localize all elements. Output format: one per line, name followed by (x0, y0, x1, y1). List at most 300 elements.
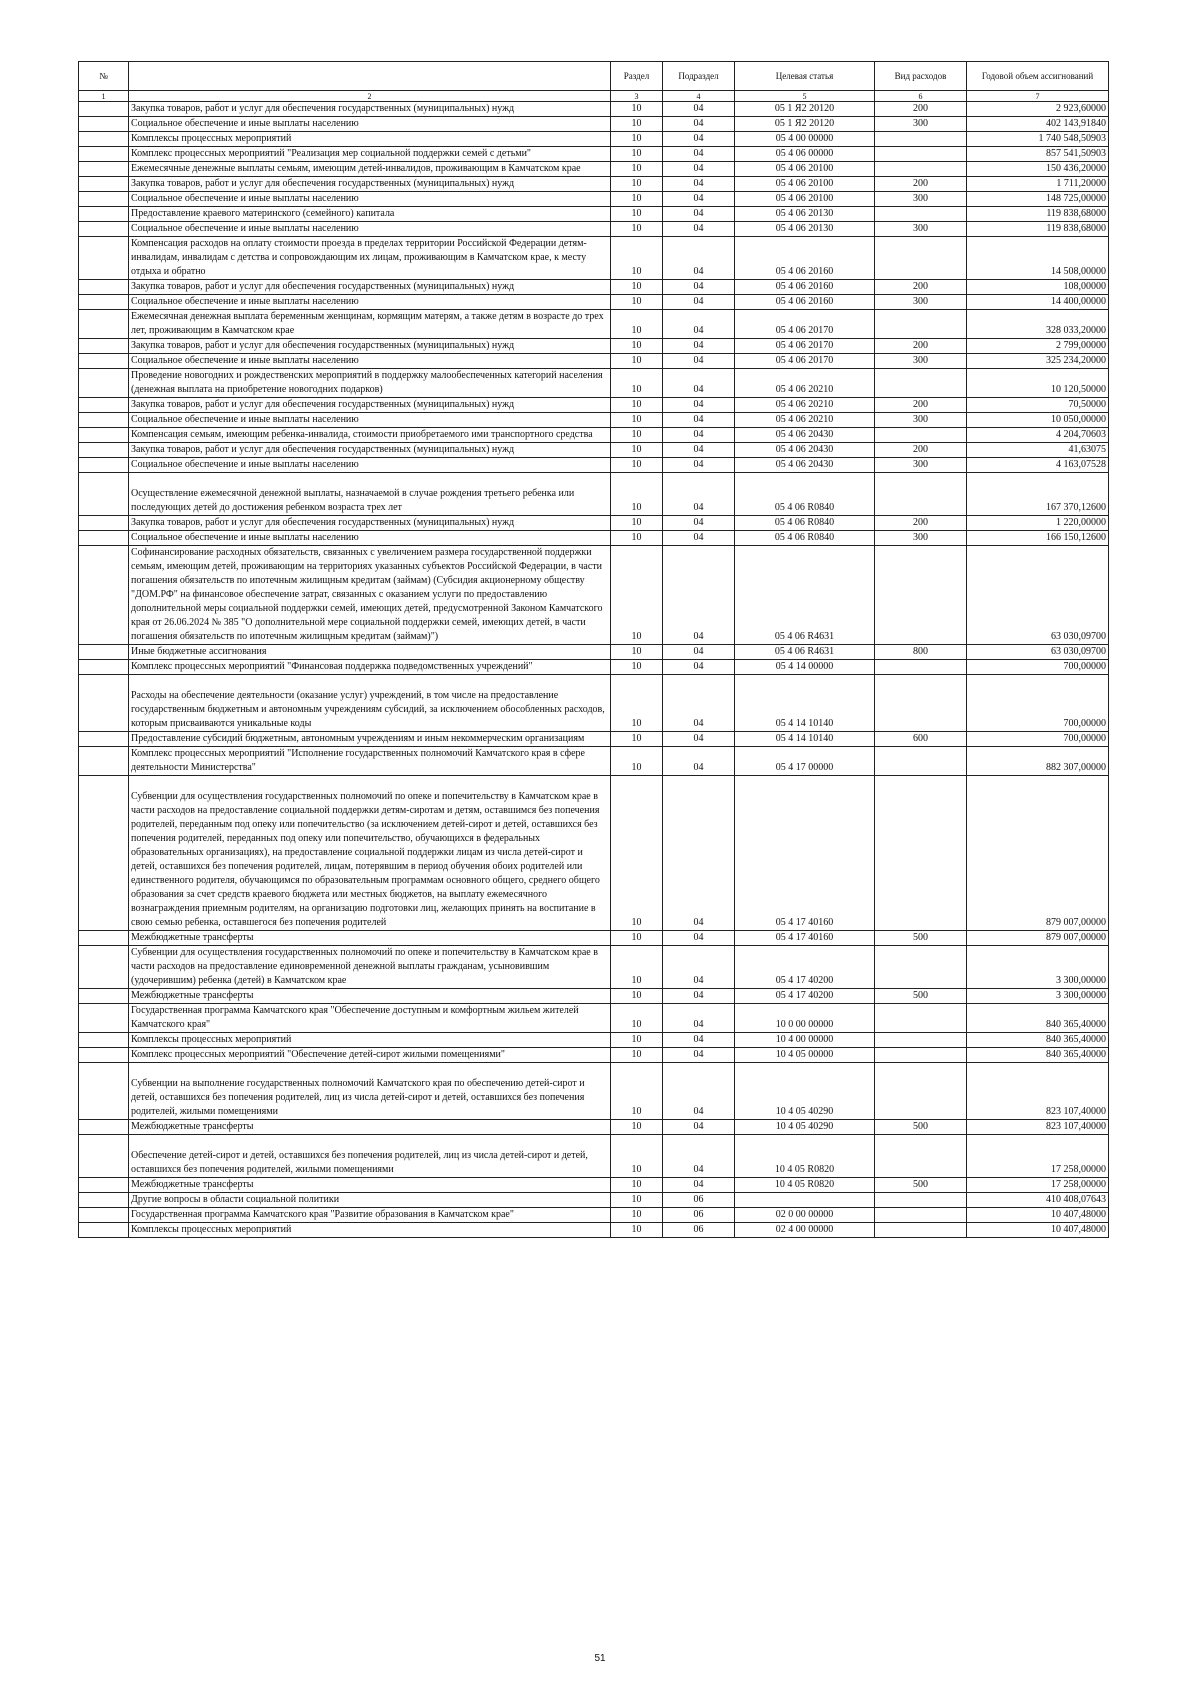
table-row (79, 776, 1109, 931)
target-article: 05 4 06 20160 (735, 237, 875, 280)
annual-amount: 167 370,12600 (967, 473, 1109, 516)
subsection-code: 06 (663, 1223, 735, 1238)
target-article: 10 4 05 40290 (735, 1063, 875, 1120)
item-name: Софинансирование расходных обязательств, связанных с увеличением размера государственной поддержки семьям, имеющим детей, проживающим на территориях указанных субъектов Российской Федерации, в части погашения обязательств по ипотечным жилищным кредитам (займам) (Субсидия акционерному обществу "ДОМ.РФ" на финансовое обеспечение затрат, связанных с оказанием услуги по предоставлению дополнительной меры социальной поддержки семей, имеющих детей, предусмотренной Законом Камчатского края от 26.06.2024 № 385 "О дополнительной мере социальной поддержки семей, имеющих детей, в части погашения обязательств по ипотечным жилищным кредитам (займам)") (129, 546, 611, 645)
expense-kind (875, 1048, 967, 1063)
target-article: 05 4 06 20160 (735, 280, 875, 295)
item-name: Субвенции для осуществления государственных полномочий по опеке и попечительству в Камчатском крае в части расходов на предоставление социальной поддержки детям-сиротам и детям, оставшимся без попечения родителей, переданным под опеку или попечительство (за исключением детей-сирот и детей, оставшихся без попечения родителей, переданных под опеку или попечительство, обучающихся в федеральных образовательных организациях), на предоставление социальной поддержки лицам из числа детей-сирот и детей, оставшихся без попечения родителей, лицам, потерявшим в период обучения обоих родителей или единственного родителя, обучающимся по образовательным программам основного общего, среднего общего образования за счет средств краевого бюджета или местных бюджетов, на выплату ежемесячного вознаграждения приемным родителям, на организацию подготовки лиц, желающих принять на воспитание в свою семью ребенка, оставшегося без попечения родителей (129, 776, 611, 931)
section-code: 10 (611, 1178, 663, 1193)
item-name: Социальное обеспечение и иные выплаты населению (129, 531, 611, 546)
annual-amount: 2 923,60000 (967, 102, 1109, 117)
annual-amount: 823 107,40000 (967, 1120, 1109, 1135)
target-article: 02 0 00 00000 (735, 1208, 875, 1223)
subsection-code: 04 (663, 1063, 735, 1120)
section-code: 10 (611, 310, 663, 339)
row-number-cell (79, 369, 129, 398)
row-number-cell (79, 162, 129, 177)
annual-amount: 325 234,20000 (967, 354, 1109, 369)
target-article: 05 1 Я2 20120 (735, 102, 875, 117)
table-row (79, 732, 1109, 747)
target-article: 05 4 17 40160 (735, 776, 875, 931)
annual-amount: 148 725,00000 (967, 192, 1109, 207)
expense-kind (875, 1063, 967, 1120)
expense-kind: 300 (875, 295, 967, 310)
annual-amount: 857 541,50903 (967, 147, 1109, 162)
subsection-code: 04 (663, 931, 735, 946)
table-row (79, 428, 1109, 443)
row-number-cell (79, 295, 129, 310)
target-article: 05 4 06 20130 (735, 222, 875, 237)
row-number-cell (79, 443, 129, 458)
section-code: 10 (611, 1120, 663, 1135)
item-name: Расходы на обеспечение деятельности (оказание услуг) учреждений, в том числе на предоставление государственным бюджетным и автономным учреждениям субсидий, за исключением обособленных расходов, которым присваиваются уникальные коды (129, 675, 611, 732)
item-name: Предоставление краевого материнского (семейного) капитала (129, 207, 611, 222)
section-code: 10 (611, 747, 663, 776)
item-name: Обеспечение детей-сирот и детей, оставшихся без попечения родителей, лиц из числа детей-сирот и детей, оставшихся без попечения родителей, жилыми помещениями (129, 1135, 611, 1178)
subsection-code: 04 (663, 1033, 735, 1048)
table-row (79, 946, 1109, 989)
section-code: 10 (611, 675, 663, 732)
annual-amount: 63 030,09700 (967, 546, 1109, 645)
expense-kind: 500 (875, 1178, 967, 1193)
annual-amount: 10 407,48000 (967, 1208, 1109, 1223)
target-article: 05 4 14 00000 (735, 660, 875, 675)
target-article: 05 4 06 R0840 (735, 516, 875, 531)
annual-amount: 10 120,50000 (967, 369, 1109, 398)
annual-amount: 150 436,20000 (967, 162, 1109, 177)
table-row (79, 369, 1109, 398)
row-number-cell (79, 747, 129, 776)
subsection-code: 04 (663, 531, 735, 546)
target-article: 05 4 06 20100 (735, 177, 875, 192)
row-number-cell (79, 310, 129, 339)
header-index-6: 6 (875, 91, 967, 102)
annual-amount: 3 300,00000 (967, 946, 1109, 989)
section-code: 10 (611, 369, 663, 398)
section-code: 10 (611, 413, 663, 428)
target-article: 05 1 Я2 20120 (735, 117, 875, 132)
table-row (79, 747, 1109, 776)
section-code: 10 (611, 147, 663, 162)
item-name: Закупка товаров, работ и услуг для обеспечения государственных (муниципальных) нужд (129, 339, 611, 354)
item-name: Межбюджетные трансферты (129, 989, 611, 1004)
annual-amount: 840 365,40000 (967, 1048, 1109, 1063)
row-number-cell (79, 1048, 129, 1063)
item-name: Социальное обеспечение и иные выплаты населению (129, 354, 611, 369)
item-name: Комплексы процессных мероприятий (129, 132, 611, 147)
row-number-cell (79, 660, 129, 675)
row-number-cell (79, 1193, 129, 1208)
row-number-cell (79, 473, 129, 516)
row-number-cell (79, 354, 129, 369)
item-name: Социальное обеспечение и иные выплаты населению (129, 458, 611, 473)
section-code: 10 (611, 1135, 663, 1178)
target-article: 05 4 06 20210 (735, 398, 875, 413)
row-number-cell (79, 147, 129, 162)
subsection-code: 04 (663, 428, 735, 443)
item-name: Межбюджетные трансферты (129, 1178, 611, 1193)
section-code: 10 (611, 117, 663, 132)
expense-kind (875, 1223, 967, 1238)
annual-amount: 17 258,00000 (967, 1178, 1109, 1193)
item-name: Социальное обеспечение и иные выплаты населению (129, 192, 611, 207)
annual-amount: 328 033,20000 (967, 310, 1109, 339)
expense-kind: 500 (875, 1120, 967, 1135)
item-name: Закупка товаров, работ и услуг для обеспечения государственных (муниципальных) нужд (129, 443, 611, 458)
subsection-code: 04 (663, 222, 735, 237)
item-name: Проведение новогодних и рождественских мероприятий в поддержку малообеспеченных категорий населения (денежная выплата на приобретение новогодних подарков) (129, 369, 611, 398)
item-name: Комплекс процессных мероприятий "Исполнение государственных полномочий Камчатского края в сфере деятельности Министерства" (129, 747, 611, 776)
row-number-cell (79, 102, 129, 117)
target-article: 05 4 06 20210 (735, 413, 875, 428)
section-code: 10 (611, 516, 663, 531)
table-row (79, 280, 1109, 295)
target-article: 10 4 00 00000 (735, 1033, 875, 1048)
expense-kind: 600 (875, 732, 967, 747)
target-article: 05 4 06 R4631 (735, 645, 875, 660)
expense-kind: 500 (875, 931, 967, 946)
row-number-cell (79, 132, 129, 147)
target-article: 05 4 06 00000 (735, 147, 875, 162)
section-code: 10 (611, 354, 663, 369)
row-number-cell (79, 177, 129, 192)
subsection-code: 04 (663, 1135, 735, 1178)
annual-amount: 2 799,00000 (967, 339, 1109, 354)
row-number-cell (79, 222, 129, 237)
table-row (79, 1120, 1109, 1135)
annual-amount: 10 050,00000 (967, 413, 1109, 428)
row-number-cell (79, 1135, 129, 1178)
row-number-cell (79, 1063, 129, 1120)
row-number-cell (79, 117, 129, 132)
expense-kind (875, 546, 967, 645)
section-code: 10 (611, 458, 663, 473)
expense-kind: 300 (875, 531, 967, 546)
header-annual-amount: Годовой объем ассигнований (967, 62, 1109, 91)
section-code: 10 (611, 931, 663, 946)
target-article: 05 4 00 00000 (735, 132, 875, 147)
subsection-code: 04 (663, 645, 735, 660)
subsection-code: 04 (663, 310, 735, 339)
expense-kind (875, 1193, 967, 1208)
subsection-code: 04 (663, 280, 735, 295)
subsection-code: 04 (663, 177, 735, 192)
header-subsection: Подраздел (663, 62, 735, 91)
expense-kind: 300 (875, 222, 967, 237)
subsection-code: 04 (663, 946, 735, 989)
item-name: Закупка товаров, работ и услуг для обеспечения государственных (муниципальных) нужд (129, 280, 611, 295)
expense-kind (875, 946, 967, 989)
target-article: 10 0 00 00000 (735, 1004, 875, 1033)
section-code: 10 (611, 192, 663, 207)
subsection-code: 04 (663, 458, 735, 473)
row-number-cell (79, 732, 129, 747)
row-number-cell (79, 192, 129, 207)
table-row (79, 1135, 1109, 1178)
row-number-cell (79, 398, 129, 413)
page-number: 51 (594, 1653, 606, 1664)
row-number-cell (79, 458, 129, 473)
annual-amount: 166 150,12600 (967, 531, 1109, 546)
section-code: 10 (611, 102, 663, 117)
table-row (79, 1063, 1109, 1120)
subsection-code: 04 (663, 1178, 735, 1193)
budget-table-sheet (78, 61, 1108, 1238)
target-article: 05 4 06 20130 (735, 207, 875, 222)
table-row (79, 310, 1109, 339)
annual-amount: 63 030,09700 (967, 645, 1109, 660)
table-row (79, 443, 1109, 458)
annual-amount: 4 204,70603 (967, 428, 1109, 443)
table-row (79, 192, 1109, 207)
item-name: Ежемесячная денежная выплата беременным женщинам, кормящим матерям, а также детям в возрасте до трех лет, проживающим в Камчатском крае (129, 310, 611, 339)
subsection-code: 04 (663, 546, 735, 645)
expense-kind (875, 660, 967, 675)
header-expense-kind: Вид расходов (875, 62, 967, 91)
annual-amount: 402 143,91840 (967, 117, 1109, 132)
table-row (79, 675, 1109, 732)
expense-kind: 300 (875, 117, 967, 132)
item-name: Компенсация расходов на оплату стоимости проезда в пределах территории Российской Федерации детям-инвалидам, инвалидам с детства и сопровождающим их лицам, проживающим в Камчатском крае, к месту отдыха и обратно (129, 237, 611, 280)
row-number-cell (79, 339, 129, 354)
target-article: 10 4 05 R0820 (735, 1135, 875, 1178)
table-row (79, 354, 1109, 369)
subsection-code: 04 (663, 192, 735, 207)
table-row (79, 531, 1109, 546)
subsection-code: 04 (663, 132, 735, 147)
section-code: 10 (611, 339, 663, 354)
annual-amount: 700,00000 (967, 660, 1109, 675)
section-code: 10 (611, 443, 663, 458)
target-article: 10 4 05 R0820 (735, 1178, 875, 1193)
expense-kind: 200 (875, 443, 967, 458)
table-row (79, 1193, 1109, 1208)
annual-amount: 17 258,00000 (967, 1135, 1109, 1178)
item-name: Комплекс процессных мероприятий "Обеспечение детей-сирот жилыми помещениями" (129, 1048, 611, 1063)
expense-kind (875, 1033, 967, 1048)
header-target-article: Целевая статья (735, 62, 875, 91)
target-article: 10 4 05 40290 (735, 1120, 875, 1135)
expense-kind (875, 1135, 967, 1178)
item-name: Комплексы процессных мероприятий (129, 1223, 611, 1238)
annual-amount: 70,50000 (967, 398, 1109, 413)
table-row (79, 458, 1109, 473)
row-number-cell (79, 675, 129, 732)
table-row (79, 660, 1109, 675)
row-number-cell (79, 1208, 129, 1223)
row-number-cell (79, 413, 129, 428)
target-article: 05 4 06 R4631 (735, 546, 875, 645)
target-article: 05 4 06 R0840 (735, 473, 875, 516)
annual-amount: 700,00000 (967, 675, 1109, 732)
expense-kind (875, 369, 967, 398)
table-row (79, 177, 1109, 192)
subsection-code: 04 (663, 443, 735, 458)
subsection-code: 04 (663, 102, 735, 117)
annual-amount: 840 365,40000 (967, 1033, 1109, 1048)
expense-kind: 800 (875, 645, 967, 660)
subsection-code: 04 (663, 162, 735, 177)
item-name: Комплекс процессных мероприятий "Реализация мер социальной поддержки семей с детьми" (129, 147, 611, 162)
subsection-code: 04 (663, 660, 735, 675)
expense-kind: 300 (875, 413, 967, 428)
table-row (79, 295, 1109, 310)
section-code: 10 (611, 398, 663, 413)
section-code: 10 (611, 280, 663, 295)
annual-amount: 119 838,68000 (967, 207, 1109, 222)
subsection-code: 04 (663, 339, 735, 354)
expense-kind: 300 (875, 192, 967, 207)
table-row (79, 1048, 1109, 1063)
target-article: 05 4 06 20170 (735, 310, 875, 339)
item-name: Субвенции для осуществления государственных полномочий по опеке и попечительству в Камчатском крае в части расходов на предоставление единовременной денежной выплаты гражданам, усыновившим (удочерившим) ребенка (детей) в Камчатском крае (129, 946, 611, 989)
annual-amount: 14 400,00000 (967, 295, 1109, 310)
item-name: Ежемесячные денежные выплаты семьям, имеющим детей-инвалидов, проживающим в Камчатском крае (129, 162, 611, 177)
expense-kind (875, 776, 967, 931)
table-row (79, 398, 1109, 413)
subsection-code: 04 (663, 732, 735, 747)
item-name: Осуществление ежемесячной денежной выплаты, назначаемой в случае рождения третьего ребенка или последующих детей до достижения ребенком возраста трех лет (129, 473, 611, 516)
row-number-cell (79, 531, 129, 546)
subsection-code: 04 (663, 989, 735, 1004)
table-row (79, 989, 1109, 1004)
section-code: 10 (611, 132, 663, 147)
annual-amount: 10 407,48000 (967, 1223, 1109, 1238)
row-number-cell (79, 546, 129, 645)
target-article: 05 4 06 20100 (735, 192, 875, 207)
section-code: 10 (611, 222, 663, 237)
table-row (79, 516, 1109, 531)
row-number-cell (79, 207, 129, 222)
section-code: 10 (611, 1223, 663, 1238)
header-index-1: 1 (79, 91, 129, 102)
item-name: Комплекс процессных мероприятий "Финансовая поддержка подведомственных учреждений" (129, 660, 611, 675)
expense-kind (875, 747, 967, 776)
expense-kind (875, 132, 967, 147)
target-article: 05 4 06 20160 (735, 295, 875, 310)
table-row (79, 1178, 1109, 1193)
subsection-code: 04 (663, 295, 735, 310)
expense-kind (875, 1004, 967, 1033)
row-number-cell (79, 1033, 129, 1048)
section-code: 10 (611, 1033, 663, 1048)
subsection-code: 04 (663, 237, 735, 280)
subsection-code: 04 (663, 516, 735, 531)
annual-amount: 879 007,00000 (967, 776, 1109, 931)
item-name: Предоставление субсидий бюджетным, автономным учреждениям и иным некоммерческим организациям (129, 732, 611, 747)
row-number-cell (79, 946, 129, 989)
expense-kind (875, 1208, 967, 1223)
subsection-code: 04 (663, 747, 735, 776)
item-name: Социальное обеспечение и иные выплаты населению (129, 295, 611, 310)
table-row (79, 645, 1109, 660)
expense-kind: 200 (875, 339, 967, 354)
table-row (79, 207, 1109, 222)
header-section: Раздел (611, 62, 663, 91)
table-row (79, 931, 1109, 946)
item-name: Закупка товаров, работ и услуг для обеспечения государственных (муниципальных) нужд (129, 516, 611, 531)
row-number-cell (79, 1004, 129, 1033)
section-code: 10 (611, 177, 663, 192)
target-article: 05 4 06 20170 (735, 339, 875, 354)
expense-kind (875, 207, 967, 222)
item-name: Иные бюджетные ассигнования (129, 645, 611, 660)
expense-kind (875, 237, 967, 280)
expense-kind: 500 (875, 989, 967, 1004)
item-name: Закупка товаров, работ и услуг для обеспечения государственных (муниципальных) нужд (129, 102, 611, 117)
expense-kind: 300 (875, 354, 967, 369)
item-name: Другие вопросы в области социальной политики (129, 1193, 611, 1208)
section-code: 10 (611, 295, 663, 310)
table-row (79, 162, 1109, 177)
section-code: 10 (611, 1063, 663, 1120)
table-row (79, 339, 1109, 354)
table-row (79, 147, 1109, 162)
section-code: 10 (611, 732, 663, 747)
header-number: № (79, 62, 129, 91)
expense-kind (875, 147, 967, 162)
section-code: 10 (611, 1193, 663, 1208)
annual-amount: 1 740 548,50903 (967, 132, 1109, 147)
table-row (79, 117, 1109, 132)
expense-kind: 200 (875, 516, 967, 531)
section-code: 10 (611, 989, 663, 1004)
subsection-code: 04 (663, 473, 735, 516)
section-code: 10 (611, 237, 663, 280)
row-number-cell (79, 516, 129, 531)
expense-kind: 200 (875, 398, 967, 413)
section-code: 10 (611, 1048, 663, 1063)
target-article: 05 4 06 20170 (735, 354, 875, 369)
row-number-cell (79, 931, 129, 946)
subsection-code: 04 (663, 369, 735, 398)
section-code: 10 (611, 1004, 663, 1033)
target-article: 02 4 00 00000 (735, 1223, 875, 1238)
annual-amount: 14 508,00000 (967, 237, 1109, 280)
target-article: 05 4 14 10140 (735, 675, 875, 732)
subsection-code: 04 (663, 207, 735, 222)
target-article: 05 4 17 40200 (735, 946, 875, 989)
item-name: Субвенции на выполнение государственных полномочий Камчатского края по обеспечению детей-сирот и детей, оставшихся без попечения родителей, лиц из числа детей-сирот и детей, оставшихся без попечения родителей, жилыми помещениями (129, 1063, 611, 1120)
item-name: Межбюджетные трансферты (129, 1120, 611, 1135)
item-name: Закупка товаров, работ и услуг для обеспечения государственных (муниципальных) нужд (129, 398, 611, 413)
header-index-3: 3 (611, 91, 663, 102)
annual-amount: 410 408,07643 (967, 1193, 1109, 1208)
header-index-4: 4 (663, 91, 735, 102)
row-number-cell (79, 428, 129, 443)
item-name: Закупка товаров, работ и услуг для обеспечения государственных (муниципальных) нужд (129, 177, 611, 192)
item-name: Социальное обеспечение и иные выплаты населению (129, 413, 611, 428)
subsection-code: 04 (663, 1048, 735, 1063)
subsection-code: 04 (663, 413, 735, 428)
subsection-code: 04 (663, 1004, 735, 1033)
section-code: 10 (611, 546, 663, 645)
section-code: 10 (611, 531, 663, 546)
target-article: 05 4 17 40200 (735, 989, 875, 1004)
row-number-cell (79, 1120, 129, 1135)
header-name (129, 62, 611, 91)
expense-kind: 300 (875, 458, 967, 473)
expense-kind: 200 (875, 177, 967, 192)
target-article: 10 4 05 00000 (735, 1048, 875, 1063)
section-code: 10 (611, 660, 663, 675)
item-name: Государственная программа Камчатского края "Развитие образования в Камчатском крае" (129, 1208, 611, 1223)
annual-amount: 1 711,20000 (967, 177, 1109, 192)
subsection-code: 04 (663, 354, 735, 369)
table-row (79, 237, 1109, 280)
target-article: 05 4 06 20430 (735, 428, 875, 443)
section-code: 10 (611, 207, 663, 222)
